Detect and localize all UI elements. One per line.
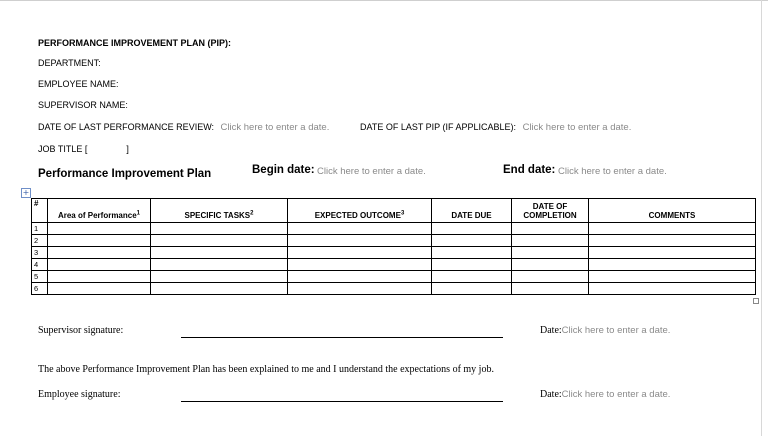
table-cell[interactable] — [288, 283, 432, 295]
table-cell[interactable] — [432, 271, 512, 283]
job-title-field[interactable] — [38, 144, 129, 154]
last-review-label: DATE OF LAST PERFORMANCE REVIEW: — [38, 122, 215, 132]
department-label: DEPARTMENT: — [38, 58, 101, 68]
employee-date-picker[interactable]: Click here to enter a date. — [561, 389, 671, 400]
job-title-bracket-close: ] — [126, 144, 129, 154]
table-cell[interactable] — [512, 235, 589, 247]
table-cell[interactable] — [48, 271, 151, 283]
table-cell[interactable] — [589, 223, 756, 235]
job-title-label: JOB TITLE [ — [38, 144, 88, 154]
table-cell[interactable] — [48, 247, 151, 259]
employee-signature-line[interactable] — [181, 401, 503, 402]
table-cell[interactable] — [432, 247, 512, 259]
table-cell[interactable] — [432, 259, 512, 271]
page-top-border — [0, 0, 768, 1]
supervisor-date-field — [540, 325, 670, 336]
table-resize-handle[interactable] — [753, 298, 759, 304]
table-cell[interactable] — [512, 247, 589, 259]
plan-heading-row — [38, 164, 738, 180]
supervisor-signature-label: Supervisor signature: — [38, 325, 124, 336]
employee-name-label: EMPLOYEE NAME: — [38, 79, 119, 89]
last-review-field — [38, 122, 329, 133]
document-title[interactable] — [38, 38, 231, 48]
table-cell[interactable] — [432, 223, 512, 235]
end-date-picker[interactable]: Click here to enter a date. — [558, 166, 667, 177]
table-cell[interactable] — [151, 223, 288, 235]
begin-date-label: Begin date: — [252, 164, 315, 176]
table-row — [32, 247, 756, 259]
last-pip-field — [360, 122, 631, 133]
col-header-tasks: SPECIFIC TASKS$^2$ — [151, 199, 288, 223]
table-cell[interactable] — [288, 223, 432, 235]
table-cell[interactable] — [48, 259, 151, 271]
supervisor-date-picker[interactable]: Click here to enter a date. — [561, 325, 671, 336]
employee-date-label: Date: — [540, 389, 562, 400]
table-cell[interactable] — [288, 271, 432, 283]
supervisor-name-field[interactable] — [38, 100, 128, 110]
supervisor-name-label: SUPERVISOR NAME: — [38, 100, 128, 110]
table-cell[interactable] — [151, 259, 288, 271]
col-header-area: Area of Performance$^1$ — [48, 199, 151, 223]
table-cell[interactable] — [48, 283, 151, 295]
table-cell[interactable] — [512, 223, 589, 235]
table-cell[interactable] — [512, 259, 589, 271]
row-number: 1 — [32, 223, 48, 235]
table-row — [32, 259, 756, 271]
last-pip-label: DATE OF LAST PIP (IF APPLICABLE): — [360, 122, 517, 132]
end-date-label: End date: — [503, 164, 556, 176]
row-number: 5 — [32, 271, 48, 283]
col-header-outcome: EXPECTED OUTCOME$^3$ — [288, 199, 432, 223]
table-cell[interactable] — [589, 271, 756, 283]
last-pip-date-picker[interactable]: Click here to enter a date. — [522, 122, 632, 133]
acknowledgement-statement: The above Performance Improvement Plan has been explained to me and I understand the expectations of my job. — [38, 364, 494, 375]
document-title-text: PERFORMANCE IMPROVEMENT PLAN (PIP): — [38, 38, 232, 48]
row-number: 2 — [32, 235, 48, 247]
col-header-date-due: DATE DUE — [432, 199, 512, 223]
table-move-handle-icon[interactable]: + — [22, 188, 30, 197]
row-number: 4 — [32, 259, 48, 271]
table-cell[interactable] — [432, 283, 512, 295]
table-cell[interactable] — [512, 271, 589, 283]
row-number: 6 — [32, 283, 48, 295]
employee-name-field[interactable] — [38, 79, 119, 89]
table-row — [32, 235, 756, 247]
employee-date-field — [540, 389, 670, 400]
row-number: 3 — [32, 247, 48, 259]
table-cell[interactable] — [151, 283, 288, 295]
table-cell[interactable] — [589, 247, 756, 259]
table-cell[interactable] — [288, 247, 432, 259]
table-cell[interactable] — [151, 247, 288, 259]
pip-table — [31, 198, 756, 295]
supervisor-signature-line[interactable] — [181, 337, 503, 338]
col-header-date-completion: DATE OF COMPLETION — [512, 199, 589, 223]
table-cell[interactable] — [589, 235, 756, 247]
table-row — [32, 223, 756, 235]
page-right-border — [761, 0, 762, 436]
col-header-number: # — [32, 199, 48, 223]
table-cell[interactable] — [432, 235, 512, 247]
table-cell[interactable] — [151, 235, 288, 247]
department-field[interactable] — [38, 58, 101, 68]
table-cell[interactable] — [288, 259, 432, 271]
table-header-row — [32, 199, 756, 223]
table-cell[interactable] — [512, 283, 589, 295]
table-cell[interactable] — [48, 223, 151, 235]
last-review-date-picker[interactable]: Click here to enter a date. — [220, 122, 330, 133]
begin-date-picker[interactable]: Click here to enter a date. — [317, 166, 426, 177]
employee-signature-label: Employee signature: — [38, 389, 121, 400]
table-row — [32, 271, 756, 283]
table-cell[interactable] — [48, 235, 151, 247]
table-cell[interactable] — [288, 235, 432, 247]
col-header-comments: COMMENTS — [589, 199, 756, 223]
plan-title: Performance Improvement Plan — [38, 168, 212, 180]
table-cell[interactable] — [589, 259, 756, 271]
supervisor-date-label: Date: — [540, 325, 562, 336]
table-row — [32, 283, 756, 295]
table-cell[interactable] — [151, 271, 288, 283]
table-cell[interactable] — [589, 283, 756, 295]
